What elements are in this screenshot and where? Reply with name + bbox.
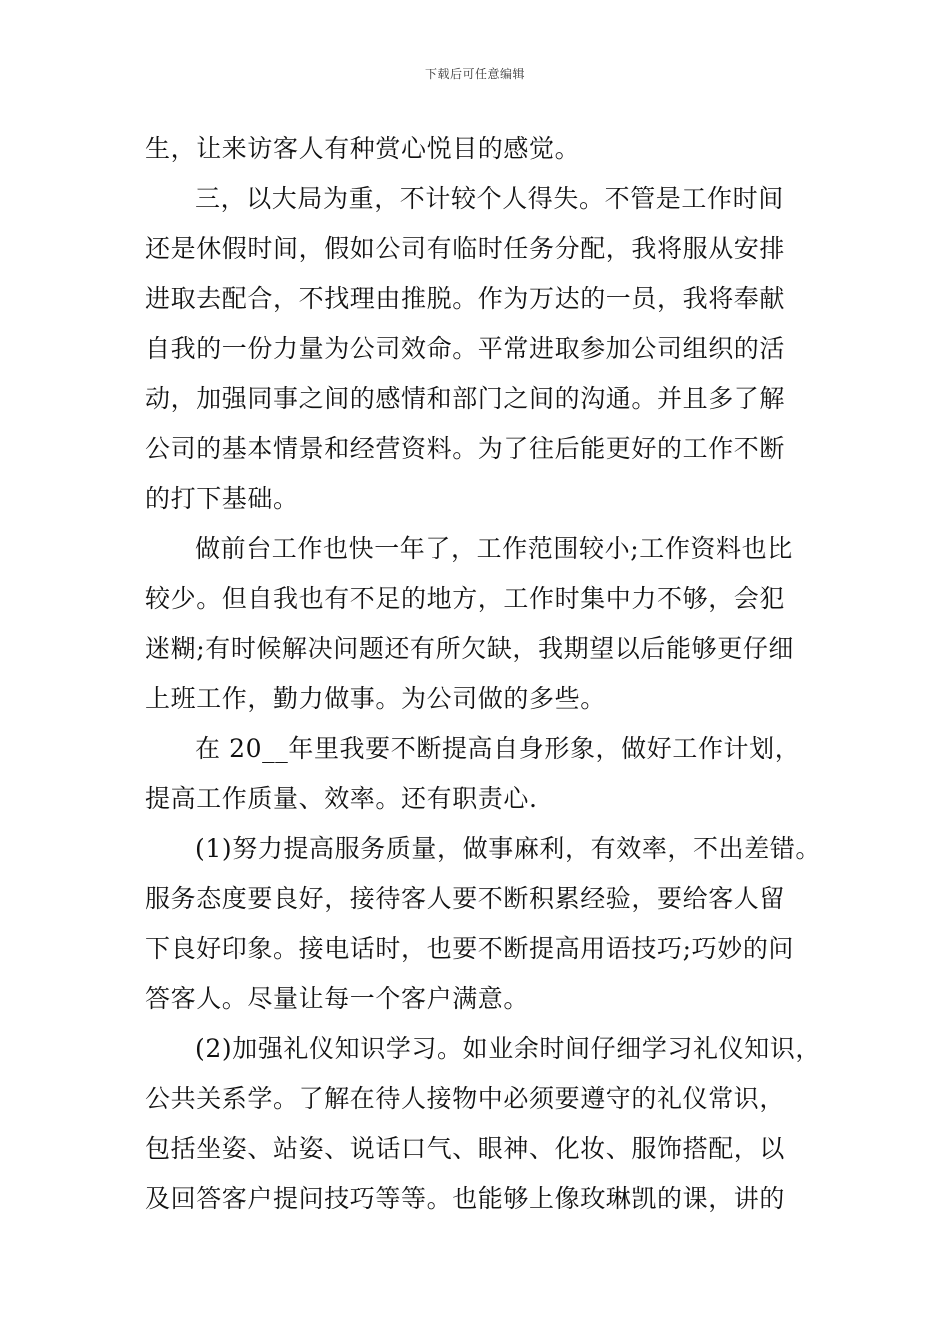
text-line: 服务态度要良好，接待客人要不断积累经验，要给客人留 [145, 884, 786, 913]
text-line: 的打下基础。 [145, 484, 299, 513]
text-line: 自我的一份力量为公司效命。平常进取参加公司组织的活 [145, 334, 786, 363]
paragraph-start-line: 在 20__年里我要不断提高自身形象，做好工作计划， [195, 734, 801, 763]
text-line: 生，让来访客人有种赏心悦目的感觉。 [145, 134, 581, 163]
paragraph-start-line: (1)努力提高服务质量，做事麻利，有效率，不出差错。 [195, 834, 822, 863]
page-header: 下载后可任意编辑 [424, 67, 525, 81]
text-line: 公司的基本情景和经营资料。为了往后能更好的工作不断 [145, 434, 786, 463]
document-body [145, 124, 835, 1224]
text-line: 上班工作，勤力做事。为公司做的多些。 [145, 684, 606, 713]
text-line: 迷糊;有时候解决问题还有所欠缺，我期望以后能够更仔细 [145, 634, 795, 663]
text-line: 进取去配合，不找理由推脱。作为万达的一员，我将奉献 [145, 284, 786, 313]
text-line: 较少。但自我也有不足的地方，工作时集中力不够，会犯 [145, 584, 786, 613]
text-line: 还是休假时间，假如公司有临时任务分配，我将服从安排 [145, 234, 786, 263]
paragraph-start-line: (2)加强礼仪知识学习。如业余时间仔细学习礼仪知识， [195, 1034, 822, 1063]
text-line: 动，加强同事之间的感情和部门之间的沟通。并且多了解 [145, 384, 786, 413]
paragraph-start-line: 三，以大局为重，不计较个人得失。不管是工作时间 [195, 184, 784, 213]
paragraph-start-line: 做前台工作也快一年了，工作范围较小;工作资料也比 [195, 534, 793, 563]
text-line: 下良好印象。接电话时，也要不断提高用语技巧;巧妙的问 [145, 934, 795, 963]
text-line: 及回答客户提问技巧等等。也能够上像玫琳凯的课，讲的 [145, 1184, 786, 1213]
text-line: 包括坐姿、站姿、说话口气、眼神、化妆、服饰搭配，以 [145, 1134, 786, 1163]
text-line: 提高工作质量、效率。还有职责心. [145, 784, 538, 813]
text-line: 公共关系学。了解在待人接物中必须要遵守的礼仪常识， [145, 1084, 786, 1113]
text-line: 答客人。尽量让每一个客户满意。 [145, 984, 530, 1013]
